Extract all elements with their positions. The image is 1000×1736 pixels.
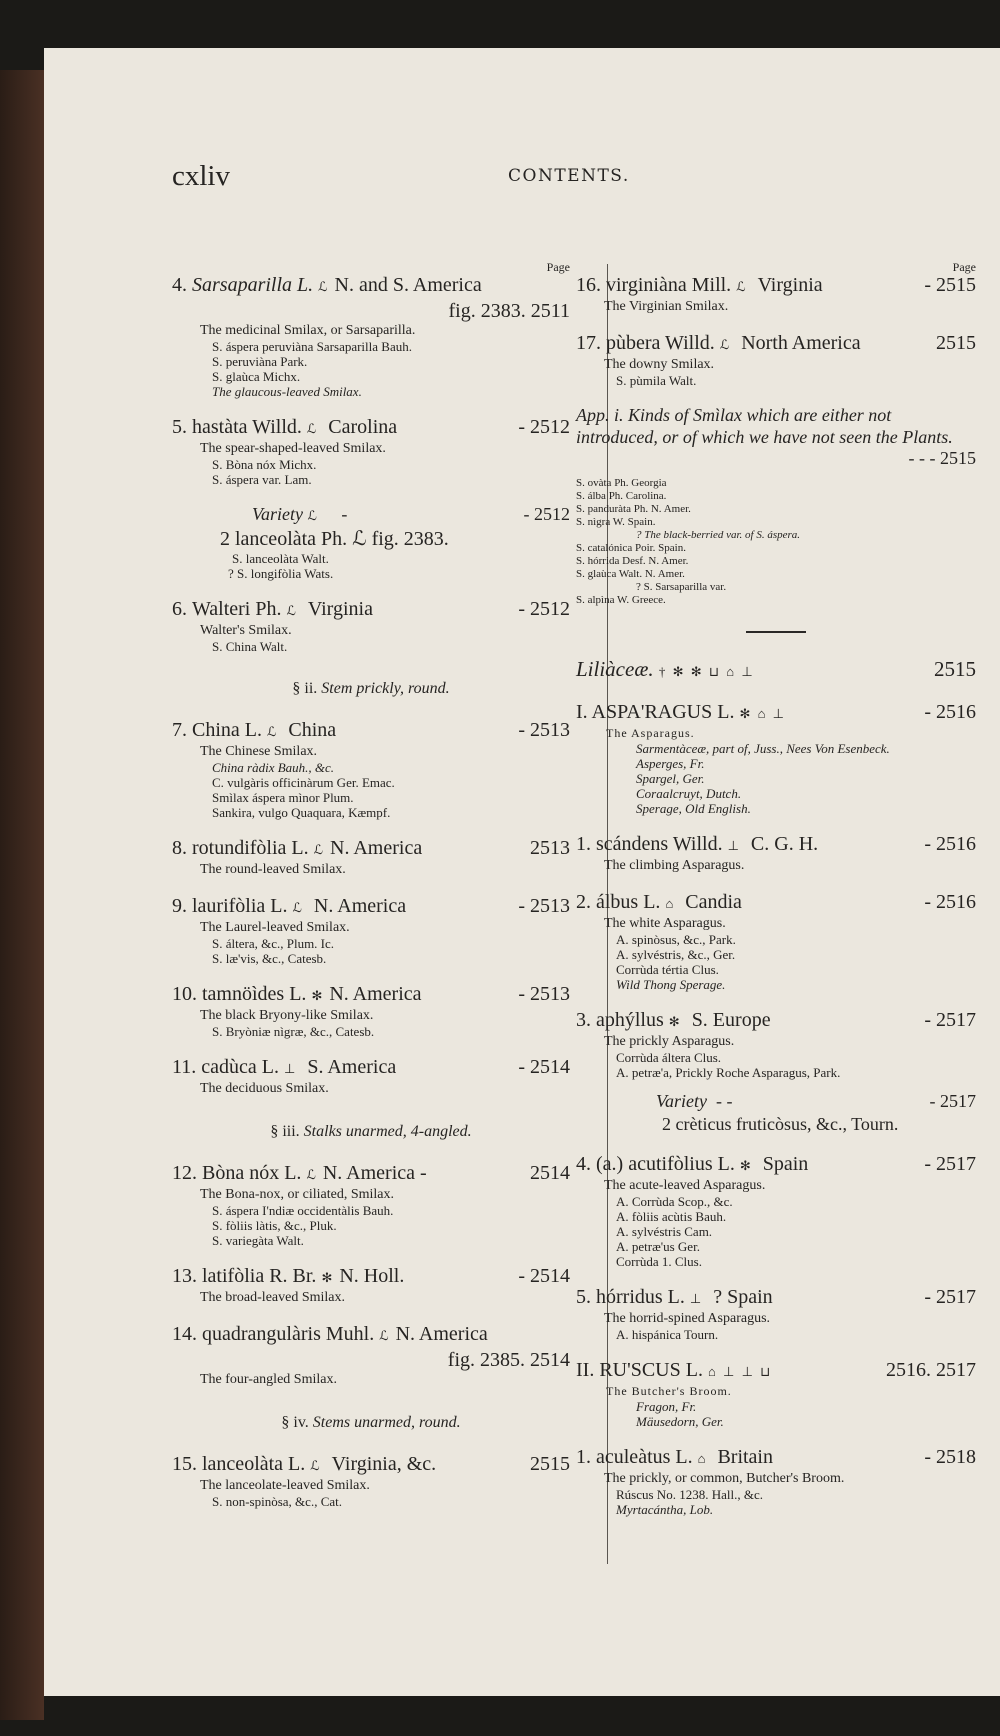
ruscus-1 [576,1445,976,1517]
right-column [576,260,976,1533]
entry-6 [172,597,570,654]
section-heading: § iii. Stalks unarmed, 4-angled. [270,1123,472,1140]
entry-title: 3. aphýllus ✻ S. Europe - 2517 [576,1009,976,1031]
synonym: Coraalcruyt, Dutch. [636,786,742,801]
appendix-item: S. álba Ph. Carolina. [576,490,667,502]
habit-icon: ℒ [286,603,298,618]
entry-title: 5. hórridus L. ⊥ ? Spain - 2517 [576,1286,976,1308]
appendix [576,404,976,607]
synonym: Sarmentàceæ, part of, Juss., Nees Von Esenbeck. [636,741,890,756]
appendix-ref: - - - 2515 [908,448,976,468]
english-name: The black Bryony-like Smilax. [200,1008,374,1023]
english-name: The prickly, or common, Butcher's Broom. [604,1471,845,1486]
entry-ref: fig. 2385. 2514 [447,1349,570,1371]
appendix-item: S. catalónica Poir. Spain. [576,542,686,554]
synonym: S. non-spinòsa, &c., Cat. [212,1494,342,1509]
english-name: The acute-leaved Asparagus. [604,1178,766,1193]
entry-title: 11. cadùca L. ⊥ S. America - 2514 [172,1056,570,1078]
entry-title: 14. quadrangulàris Muhl. ℒ N. America [172,1323,488,1345]
entry-title: 8. rotundifòlia L. ℒ N. America 2513 [172,837,570,859]
variety-row: Variety - - - 2517 [656,1091,976,1111]
entry-title: 13. latifòlia R. Br. ✻ N. Holl. - 2514 [172,1265,570,1287]
synonym: Corrùda 1. Clus. [616,1254,702,1269]
habit-icon: ℒ [310,1458,322,1473]
synonym: The glaucous-leaved Smilax. [212,384,362,399]
synonym: Spargel, Ger. [636,771,705,786]
habit-icons: ⌂ ⊥ ⊥ ⊔ [707,1364,773,1379]
book-page [44,48,1000,1696]
common-name: The Asparagus. [606,726,695,740]
asparagus-1 [576,832,976,874]
asparagus-4 [576,1152,976,1269]
english-name: The Laurel-leaved Smilax. [200,920,350,935]
section-rule [746,631,806,633]
genus-title: I. ASPA'RAGUS L. ✻ ⌂ ⊥ - 2516 [576,701,976,723]
asparagus-3 [576,1008,976,1136]
synonym: A. petræ'us Ger. [616,1239,700,1254]
synonym: A. sylvéstris Cam. [616,1224,713,1239]
habit-icon: ⊥ [284,1061,298,1076]
variety-line: 2 lanceolàta Ph. ℒ fig. 2383. [220,528,449,550]
entry-title: 12. Bòna nóx L. ℒ N. America - 2514 [172,1162,570,1184]
page-header [172,160,872,200]
synonym: ? S. longifòlia Wats. [228,566,334,581]
entry-14 [172,1322,570,1388]
habit-icon: ℒ [306,421,319,436]
appendix-item: S. glaùca Walt. N. Amer. [576,568,685,580]
page-label: Page [952,260,976,274]
synonym: Smìlax áspera mìnor Plum. [212,790,354,805]
appendix-note: ? The black-berried var. of S. áspera. [636,529,801,541]
genus-asparagus [576,700,976,816]
entry-title: 5. hastàta Willd. ℒ Carolina - 2512 [172,416,570,438]
entry-5 [172,415,570,581]
synonym: Wild Thong Sperage. [616,977,726,992]
english-name: Walter's Smilax. [200,623,292,638]
synonym: Corrùda áltera Clus. [616,1050,722,1065]
entry-16 [576,273,976,315]
synonym: S. peruviàna Park. [212,354,308,369]
entry-13 [172,1264,570,1306]
book-edge [0,70,44,1720]
synonym: Mäusedorn, Ger. [636,1414,724,1429]
english-name: The Chinese Smilax. [200,744,318,759]
synonym: S. China Walt. [212,639,288,654]
synonym: A. spinòsus, &c., Park. [616,932,736,947]
running-head: CONTENTS. [508,166,630,186]
english-name: The downy Smilax. [604,357,715,372]
entry-9 [172,894,570,966]
synonym: Rúscus No. 1238. Hall., &c. [616,1487,763,1502]
habit-icon: ℒ [318,279,330,294]
appendix-item: S. panduràta Ph. N. Amer. [576,503,691,515]
habit-icon: ✻ [311,988,325,1003]
entry-title: 1. aculeàtus L. ⌂ Britain - 2518 [576,1446,976,1468]
appendix-note: ? S. Sarsaparilla var. [636,581,727,593]
habit-icon: ℒ [313,842,326,857]
family-heading: Liliàceæ. † ✻ ✻ ⊔ ⌂ ⊥ 2515 [576,657,976,681]
english-name: The Bona-nox, or ciliated, Smilax. [200,1187,395,1202]
english-name: The deciduous Smilax. [200,1081,329,1096]
synonym: Corrùda tértia Clus. [616,962,719,977]
habit-icon: ℒ [736,279,748,294]
habit-icon: ⊥ [727,838,741,853]
synonym: A. petræ'a, Prickly Roche Asparagus, Park. [616,1065,841,1080]
synonym: Sankira, vulgo Quaquara, Kæmpf. [212,805,391,820]
entry-8 [172,836,570,878]
asparagus-5 [576,1285,976,1342]
appendix-item: S. alpìna W. Greece. [576,594,666,606]
english-name: The prickly Asparagus. [604,1034,735,1049]
entry-4 [172,273,570,399]
habit-icons: ✻ ⌂ ⊥ [739,706,786,721]
genus-ruscus [576,1358,976,1429]
habit-icon: ✻ [739,1158,753,1173]
entry-title: 4. Sarsaparilla L. ℒ N. and S. America [172,274,482,296]
habit-icon: ℒ [307,508,319,523]
english-name: The horrid-spined Asparagus. [604,1311,771,1326]
habit-icon: ℒ [719,337,732,352]
section-heading: § iv. Stems unarmed, round. [281,1414,461,1431]
english-name: The broad-leaved Smilax. [200,1290,346,1305]
entry-title: 2. álbus L. ⌂ Candia - 2516 [576,891,976,913]
synonym: C. vulgàris officinàrum Ger. Emac. [212,775,395,790]
entry-title: 1. scándens Willd. ⊥ C. G. H. - 2516 [576,833,976,855]
entry-15 [172,1452,570,1509]
entry-ref: fig. 2383. 2511 [448,300,570,322]
synonym: A. Corrùda Scop., &c. [616,1194,733,1209]
section-heading: § ii. Stem prickly, round. [292,680,450,697]
habit-icon: ℒ [379,1328,391,1343]
entry-17 [576,331,976,388]
synonym: A. hispánica Tourn. [616,1327,719,1342]
asparagus-2 [576,890,976,992]
entry-title: 15. lanceolàta L. ℒ Virginia, &c. 2515 [172,1453,570,1475]
synonym: China ràdix Bauh., &c. [212,760,335,775]
entry-title: 16. virginiàna Mill. ℒ Virginia - 2515 [576,274,976,296]
synonym: S. læ'vis, &c., Catesb. [212,951,327,966]
variety-line: 2 crèticus fruticòsus, &c., Tourn. [662,1114,899,1134]
habit-icon: ℒ [306,1167,318,1182]
habit-icon: ℒ [292,900,304,915]
synonym: S. Bòna nóx Michx. [212,457,317,472]
appendix-item: S. ovàta Ph. Georgia [576,477,667,489]
genus-title: II. RU'SCUS L. ⌂ ⊥ ⊥ ⊔ 2516. 2517 [576,1359,976,1381]
habit-icon: ✻ [668,1014,682,1029]
habit-icons: † ✻ ✻ ⊔ ⌂ ⊥ [658,664,755,679]
entry-title: 6. Walteri Ph. ℒ Virginia - 2512 [172,598,570,620]
synonym: Myrtacántha, Lob. [616,1502,714,1517]
entry-title: 17. pùbera Willd. ℒ North America 2515 [576,332,976,354]
synonym: A. sylvéstris, &c., Ger. [616,947,736,962]
synonym: S. glaùca Michx. [212,369,301,384]
english-name: The lanceolate-leaved Smilax. [200,1478,370,1493]
synonym: S. pùmila Walt. [616,373,697,388]
synonym: S. lanceolàta Walt. [232,551,329,566]
english-name: The Virginian Smilax. [604,299,729,314]
synonym: S. áspera peruviàna Sarsaparilla Bauh. [212,339,412,354]
appendix-heading: App. i. Kinds of Smìlax which are either not introduced, or of which we have not seen the Plants. [576,405,953,447]
english-name: The spear-shaped-leaved Smilax. [200,441,386,456]
page-label: Page [546,260,570,274]
appendix-item: S. nìgra W. Spain. [576,516,656,528]
synonym: S. áltera, &c., Plum. Ic. [212,936,335,951]
synonym: S. variegàta Walt. [212,1233,304,1248]
english-name: The medicinal Smilax, or Sarsaparilla. [200,323,416,338]
english-name: The four-angled Smilax. [200,1372,337,1387]
common-name: The Butcher's Broom. [606,1384,732,1398]
synonym: S. Bryòniæ nìgræ, &c., Catesb. [212,1024,375,1039]
habit-icon: ⌂ [697,1451,708,1466]
page-number: cxliv [172,160,230,192]
synonym: Fragon, Fr. [636,1399,697,1414]
entry-10 [172,982,570,1039]
synonym: A. fòliis acùtis Bauh. [616,1209,727,1224]
entry-title: 10. tamnöìdes L. ✻ N. America - 2513 [172,983,570,1005]
synonym: Asperges, Fr. [636,756,705,771]
appendix-item: S. hórrida Desf. N. Amer. [576,555,689,567]
entry-7 [172,718,570,820]
entry-title: 9. laurifòlia L. ℒ N. America - 2513 [172,895,570,917]
synonym: S. áspera I'ndiæ occidentàlis Bauh. [212,1203,394,1218]
variety-row: Variety ℒ - - 2512 [252,504,570,524]
left-column [172,260,570,1525]
english-name: The climbing Asparagus. [604,858,745,873]
synonym: S. fòliis làtis, &c., Pluk. [212,1218,337,1233]
habit-icon: ⊥ [689,1291,704,1306]
habit-icon: ℒ [267,724,279,739]
entry-title: 7. China L. ℒ China - 2513 [172,719,570,741]
habit-icon: ⌂ [665,896,676,911]
entry-title: 4. (a.) acutifòlius L. ✻ Spain - 2517 [576,1153,976,1175]
english-name: The white Asparagus. [604,916,726,931]
synonym: S. áspera var. Lam. [212,472,312,487]
english-name: The round-leaved Smilax. [200,862,346,877]
entry-11 [172,1055,570,1097]
entry-12 [172,1161,570,1248]
synonym: Sperage, Old English. [636,801,751,816]
habit-icon: ✻ [321,1270,335,1285]
